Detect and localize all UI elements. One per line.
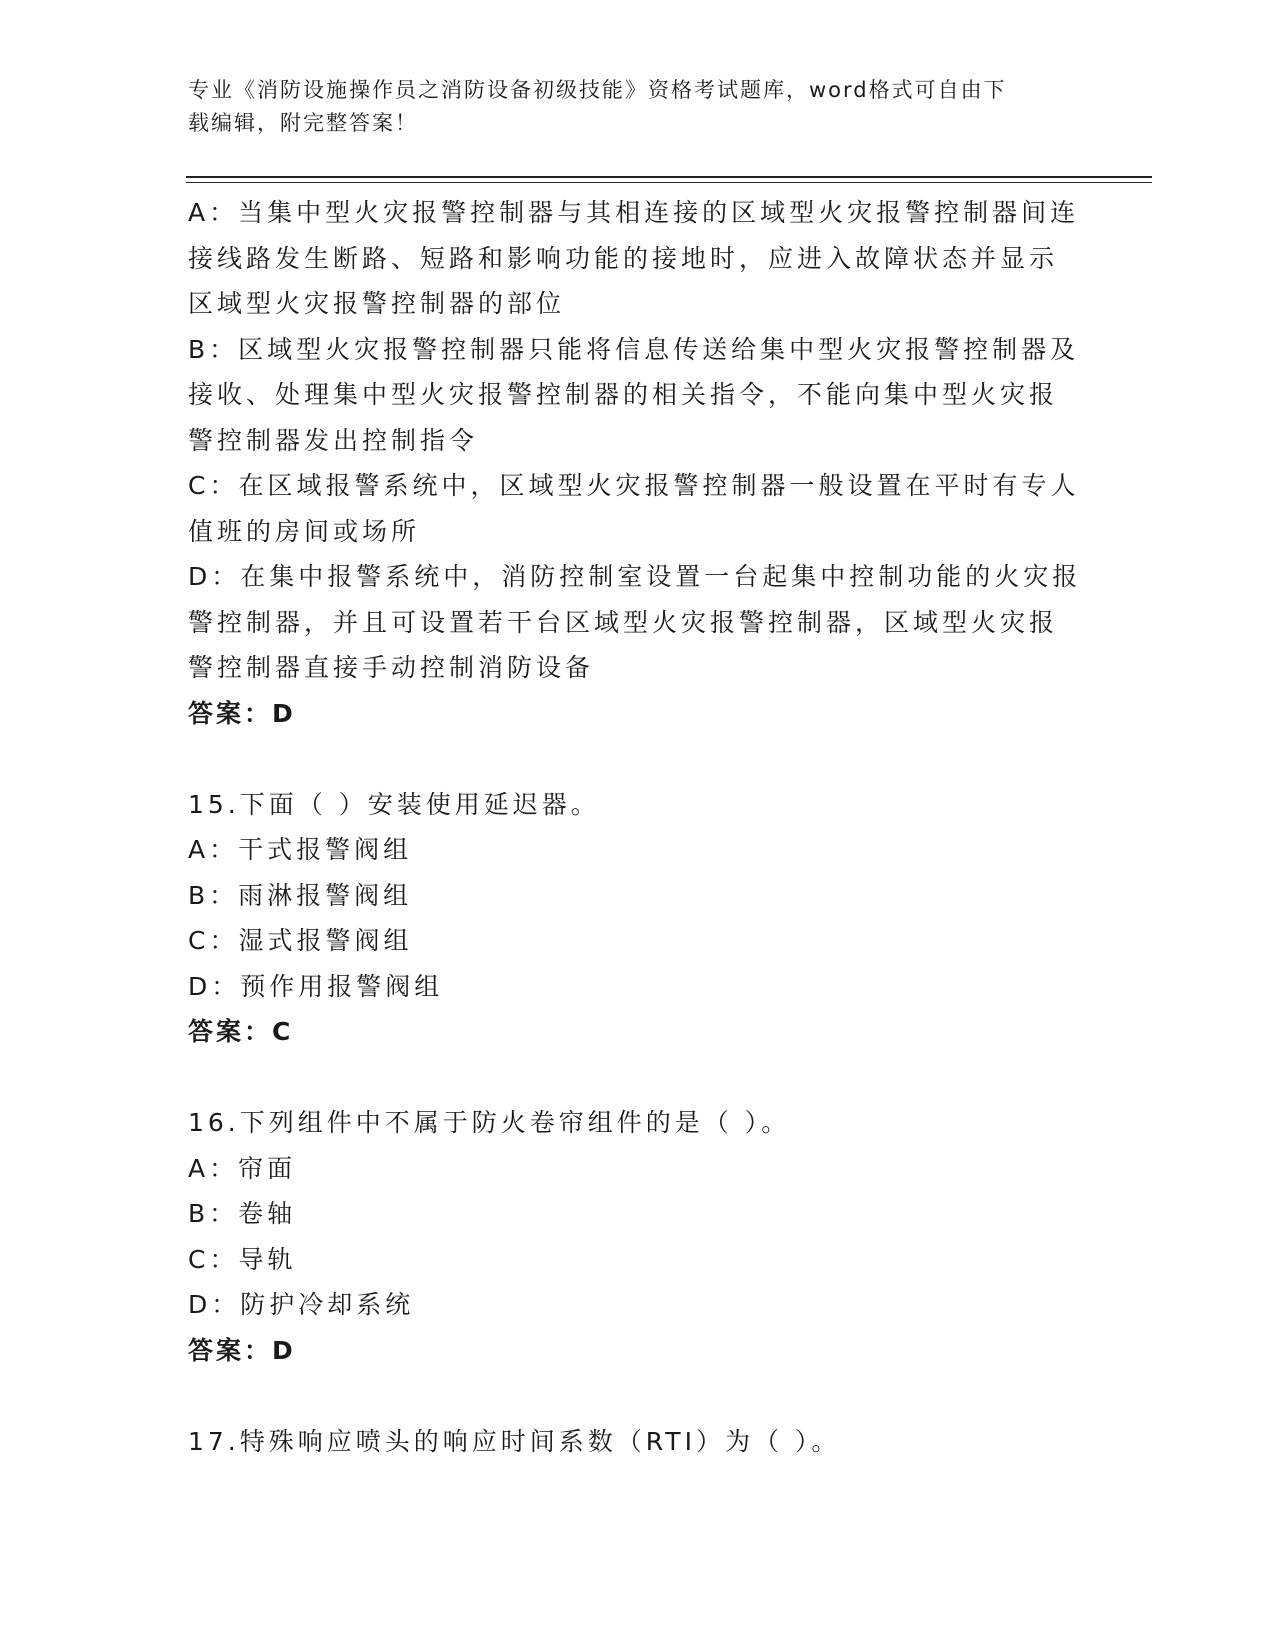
question-15 xyxy=(188,782,1068,1055)
answer-label: 答案：C xyxy=(188,1017,294,1046)
option-line: D：在集中报警系统中，消防控制室设置一台起集中控制功能的火灾报 xyxy=(188,562,1082,591)
option-c: C：导轨 xyxy=(188,1244,297,1274)
document-body xyxy=(188,190,1082,1464)
question-stem: 17.特殊响应喷头的响应时间系数（RTI）为（ ）。 xyxy=(188,1426,841,1456)
spacer xyxy=(188,736,1068,782)
prev-question xyxy=(188,190,1082,736)
spacer xyxy=(188,1373,1068,1419)
option-d: D：预作用报警阀组 xyxy=(188,971,444,1001)
option-b: B：卷轴 xyxy=(188,1199,297,1228)
option-line: 警控制器，并且可设置若干台区域型火灾报警控制器，区域型火灾报 xyxy=(188,607,1059,637)
option-line: 接线路发生断路、短路和影响功能的接地时，应进入故障状态并显示 xyxy=(188,243,1059,273)
header-line-1: 专业《消防设施操作员之消防设备初级技能》资格考试题库，word格式可自由下 xyxy=(188,78,1007,102)
option-line: 警控制器直接手动控制消防设备 xyxy=(188,653,595,682)
document-header xyxy=(188,74,1068,140)
option-line: C：在区域报警系统中，区域型火灾报警控制器一般设置在平时有专人 xyxy=(188,471,1080,500)
option-line: 警控制器发出控制指令 xyxy=(188,425,479,455)
option-b: B：雨淋报警阀组 xyxy=(188,880,413,910)
question-stem: 16.下列组件中不属于防火卷帘组件的是（ ）。 xyxy=(188,1108,791,1137)
header-rule-thin xyxy=(186,182,1152,183)
question-stem: 15.下面（ ）安装使用延迟器。 xyxy=(188,789,600,819)
option-line: A：当集中型火灾报警控制器与其相连接的区域型火灾报警控制器间连 xyxy=(188,198,1080,227)
answer-label: 答案：D xyxy=(188,1335,296,1365)
question-16 xyxy=(188,1100,1068,1373)
option-c: C：湿式报警阀组 xyxy=(188,926,413,955)
option-line: 区域型火灾报警控制器的部位 xyxy=(188,289,566,318)
spacer xyxy=(188,1055,1068,1101)
option-c xyxy=(188,463,1080,554)
option-a xyxy=(188,190,1080,327)
option-a: A：干式报警阀组 xyxy=(188,835,413,864)
header-line-2: 载编辑，附完整答案！ xyxy=(188,111,418,135)
option-line: 值班的房间或场所 xyxy=(188,516,421,546)
answer-label: 答案：D xyxy=(188,698,296,728)
option-d: D：防护冷却系统 xyxy=(188,1290,415,1319)
option-b xyxy=(188,327,1080,464)
option-a: A：帘面 xyxy=(188,1153,297,1183)
option-line: B：区域型火灾报警控制器只能将信息传送给集中型火灾报警控制器及 xyxy=(188,334,1080,364)
option-d xyxy=(188,554,1082,691)
header-rule-thick xyxy=(186,176,1152,178)
question-17 xyxy=(188,1419,1068,1465)
option-line: 接收、处理集中型火灾报警控制器的相关指令，不能向集中型火灾报 xyxy=(188,380,1059,409)
